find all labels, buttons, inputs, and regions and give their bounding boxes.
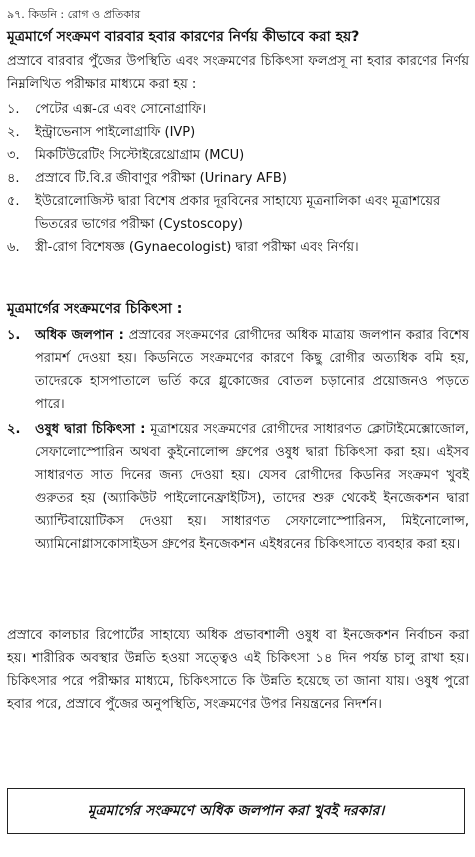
section-title-treatment: মূত্রমার্গের সংক্রমণের চিকিৎসা : [7,301,183,317]
treatment-item-water: ১. অধিক জলপান : প্রস্রাবের সংক্রমণের রোগীদের অধিক মাত্রায় জলপান করার বিশেষ পরামর্শ দেওয়া হয়। কিডনিতে সংক্রমণের কারণে কিছু রোগীর অত্যধিক বমি হয়, তাদেরকে হাসপাতালে ভর্তি করে গ্লুকোজের বোতল চড়ানোর প্রয়োজনও পড়তে পারে। [7,328,470,412]
list-item: ৫. ইউরোলোজিস্ট দ্বারা বিশেষ প্রকার দূরবিনের সাহায্যে মূত্রনালিকা এবং মূত্রাশয়ের ভিতরের ভাগের পরীক্ষা (Cystoscopy) [7,194,441,232]
test-list [7,98,469,259]
list-item: ৩. মিকটিউরেটিং সিস্টোইরেথ্রোগ্রাম (MCU) [7,148,245,163]
intro-paragraph: প্রস্রাবে বারবার পুঁজের উপস্থিতি এবং সংক্রমণের চিকিৎসা ফলপ্রসূ না হবার কারণের নির্ণয় নিম্নলিখিত পরীক্ষার মাধ্যমে করা হয় : [7,54,469,92]
treatment-text: মূত্রাশয়ের সংক্রমণের রোগীদের সাধারণত ক্লোটাইমেক্সোজোল, সেফালোস্পোরিন অথবা কুইনোলোন্স গ্রুপের ওষুধ দ্বারা চিকিৎসা করা হয়। এইসব সাধারণত সাত দিনের জন্য দেওয়া হয়। যেসব রোগীদের কিডনির সংক্রমণ খুবই গুরুতর হয় (অ্যাকিউট পাইলোনেফ্রাইটিস), তাদের শুরু থেকেই ইনজেকশন দ্বারা অ্যান্টিবায়োটিকস দেওয়া হয়। সাধারণত সেফালোস্পোরিনস, মিইনোলোন্স, অ্যামিনোগ্লাসকোসাইডস গ্রুপের ইনজেকশন এইধরনের চিকিৎসাতে ব্যবহার করা হয়। [35,422,469,552]
treatment-lead: ওষুধ দ্বারা চিকিৎসা : [35,422,146,437]
list-item: ৬. স্ত্রী-রোগ বিশেষজ্ঞ (Gynaecologist) দ্বারা পরীক্ষা এবং নির্ণয়। [7,240,359,255]
section-title-recurrent-infection: মূত্রমার্গে সংক্রমণ বারবার হবার কারণের নির্ণয় কীভাবে করা হয়? [7,29,360,45]
closing-paragraph: প্রস্রাবে কালচার রিপোর্টের সাহায্যে অধিক প্রভাবশালী ওষুধ বা ইনজেকশন নির্বাচন করা হয়। শারীরিক অবস্থার উন্নতি হওয়া সত্ত্বেও এই চিকিৎসা ১৪ দিন পর্যন্ত চালু রাখা হয়। চিকিৎসার পরে পরীক্ষার মাধ্যমে, চিকিৎসাতে কি উন্নতি হয়েছে তা জানা যায়। ওষুধ পুরো হবার পরে, প্রস্রাবে পুঁজের অনুপস্থিতি, সংক্রমণের উপর নিয়ন্ত্রনের নিদর্শন। [7,628,469,712]
note-text: মূত্রমার্গের সংক্রমণে অধিক জলপান করা খুবই দরকার। [87,803,385,819]
list-item: ২. ইন্ট্রাভেনাস পাইলোগ্রাফি (IVP) [7,125,196,140]
note-box [7,788,465,834]
list-item: ৪. প্রস্রাবে টি.বি.র জীবাণুর পরীক্ষা (Urinary AFB) [7,171,287,186]
treatment-text: প্রস্রাবের সংক্রমণের রোগীদের অধিক মাত্রায় জলপান করার বিশেষ পরামর্শ দেওয়া হয়। কিডনিতে সংক্রমণের কারণে কিছু রোগীর অত্যধিক বমি হয়, তাদেরকে হাসপাতালে ভর্তি করে গ্লুকোজের বোতল চড়ানোর প্রয়োজনও পড়তে পারে। [35,328,470,412]
treatment-lead: অধিক জলপান : [35,328,124,343]
treatment-item-medicine: ২. ওষুধ দ্বারা চিকিৎসা : মূত্রাশয়ের সংক্রমণের রোগীদের সাধারণত ক্লোটাইমেক্সোজোল, সেফালোস্পোরিন অথবা কুইনোলোন্স গ্রুপের ওষুধ দ্বারা চিকিৎসা করা হয়। এইসব সাধারণত সাত দিনের জন্য দেওয়া হয়। যেসব রোগীদের কিডনির সংক্রমণ খুবই গুরুতর হয় (অ্যাকিউট পাইলোনেফ্রাইটিস), তাদের শুরু থেকেই ইনজেকশন দ্বারা অ্যান্টিবায়োটিকস দেওয়া হয়। সাধারণত সেফালোস্পোরিনস, মিইনোলোন্স, অ্যামিনোগ্লাসকোসাইডস গ্রুপের ইনজেকশন এইধরনের চিকিৎসাতে ব্যবহার করা হয়। [7,422,469,552]
page-header: ৯৭. কিডনি : রোগ ও প্রতিকার [7,8,141,21]
list-item: ১. পেটের এক্স-রে এবং সোনোগ্রাফি। [7,102,206,117]
